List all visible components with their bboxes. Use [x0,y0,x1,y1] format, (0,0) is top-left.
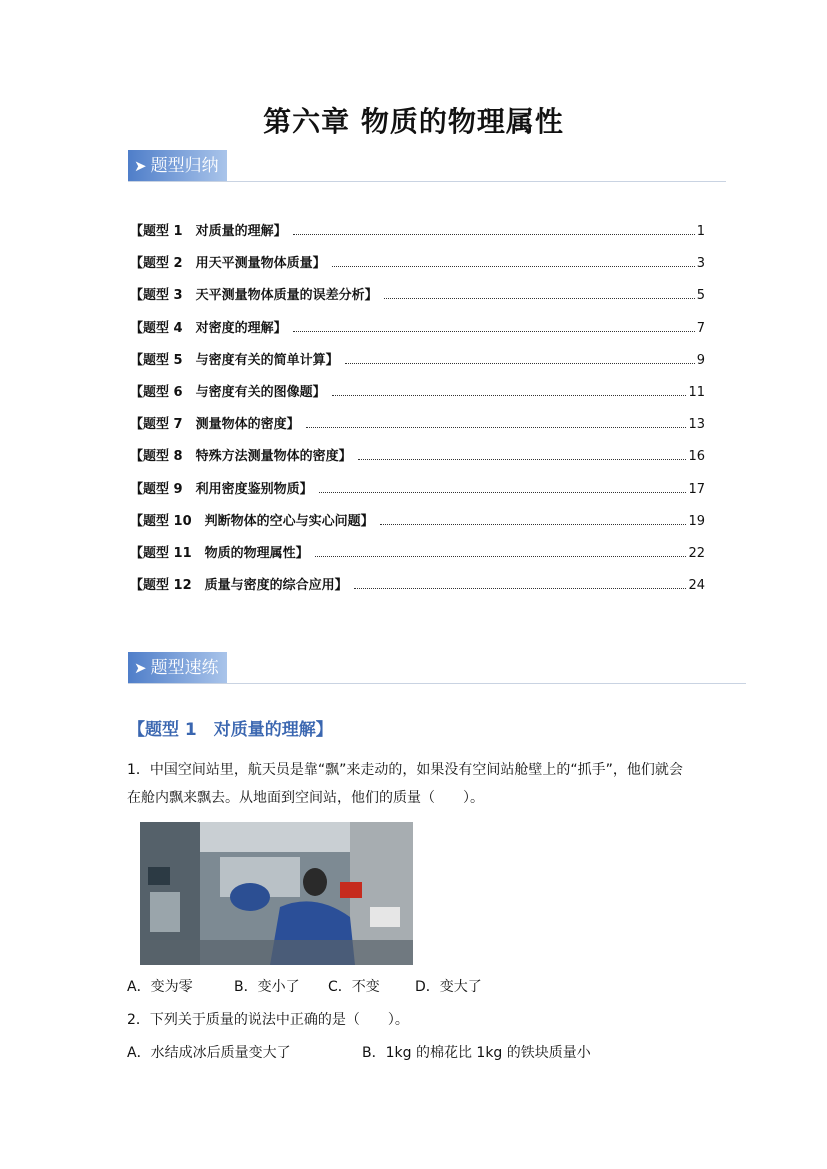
toc-label: 【题型 4 对密度的理解】 [130,320,287,336]
toc-entry[interactable] [130,415,705,447]
toc-entry[interactable] [130,512,705,544]
toc-leader [354,587,687,589]
toc-page-number: 13 [688,417,705,433]
toc-entry[interactable] [130,383,705,415]
option-d[interactable]: D．变大了 [415,979,482,995]
table-of-contents [130,222,705,608]
toc-page-number: 9 [696,352,705,368]
toc-leader [306,426,687,428]
toc-page-number: 5 [696,288,705,304]
toc-page-number: 16 [688,449,705,465]
arrow-right-icon: ➤ [134,659,147,677]
toc-leader [384,297,695,299]
divider [128,181,726,182]
toc-page-number: 19 [688,513,705,529]
toc-entry[interactable] [130,351,705,383]
toc-label: 【题型 11 物质的物理属性】 [130,545,309,561]
toc-label: 【题型 8 特殊方法测量物体的密度】 [130,449,352,465]
divider [128,683,746,684]
toc-label: 【题型 3 天平测量物体质量的误差分析】 [130,288,378,304]
space-station-image [140,822,413,965]
toc-leader [358,458,687,460]
option-b[interactable]: B．变小了 [234,979,300,995]
toc-leader [293,233,695,235]
toc-label: 【题型 12 质量与密度的综合应用】 [130,578,348,594]
toc-leader [332,265,695,267]
toc-entry[interactable] [130,576,705,608]
toc-entry[interactable] [130,222,705,254]
toc-label: 【题型 5 与密度有关的简单计算】 [130,352,339,368]
option-b[interactable]: B．1kg 的棉花比 1kg 的铁块质量小 [362,1045,591,1061]
toc-entry[interactable] [130,480,705,512]
toc-page-number: 11 [688,384,705,400]
space-station-photo [140,822,413,965]
arrow-right-icon: ➤ [134,157,147,175]
option-c[interactable]: C．不变 [328,979,380,995]
banner-label: 题型速练 [150,658,219,678]
banner-label: 题型归纳 [150,156,219,176]
toc-leader [380,523,687,525]
question-1-stem [127,756,707,812]
section-heading: 【题型 1 对质量的理解】 [128,720,333,740]
toc-label: 【题型 7 测量物体的密度】 [130,417,300,433]
toc-entry[interactable] [130,447,705,479]
option-a[interactable]: A．变为零 [127,979,193,995]
toc-entry[interactable] [130,544,705,576]
toc-page-number: 7 [696,320,705,336]
question-text-line: 在舱内飘来飘去。从地面到空间站，他们的质量（ ）。 [127,790,484,806]
toc-entry[interactable] [130,286,705,318]
question-1-options [127,976,482,996]
toc-entry[interactable] [130,254,705,286]
toc-page-number: 1 [696,224,705,239]
toc-label: 【题型 6 与密度有关的图像题】 [130,384,326,400]
toc-leader [315,555,687,557]
question-text-line: 1．中国空间站里，航天员是靠“飘”来走动的，如果没有空间站舱壁上的“抓手”，他们就会 [127,762,683,778]
toc-leader [319,491,687,493]
question-2-stem: 2．下列关于质量的说法中正确的是（ ）。 [127,1012,409,1028]
toc-page-number: 24 [688,578,705,594]
toc-leader [345,362,695,364]
toc-label: 【题型 10 判断物体的空心与实心问题】 [130,513,374,529]
toc-label: 【题型 1 对质量的理解】 [130,224,287,239]
toc-page-number: 17 [688,481,705,497]
page-title: 第六章 物质的物理属性 [263,105,564,138]
toc-leader [332,394,687,396]
toc-entry[interactable] [130,319,705,351]
question-2-options [127,1042,591,1062]
option-a[interactable]: A．水结成冰后质量变大了 [127,1045,291,1061]
toc-page-number: 3 [696,256,705,272]
toc-page-number: 22 [688,545,705,561]
toc-label: 【题型 2 用天平测量物体质量】 [130,256,326,272]
section-banner-practice [128,652,227,684]
toc-label: 【题型 9 利用密度鉴别物质】 [130,481,313,497]
section-banner-summary [128,150,227,182]
toc-leader [293,330,695,332]
